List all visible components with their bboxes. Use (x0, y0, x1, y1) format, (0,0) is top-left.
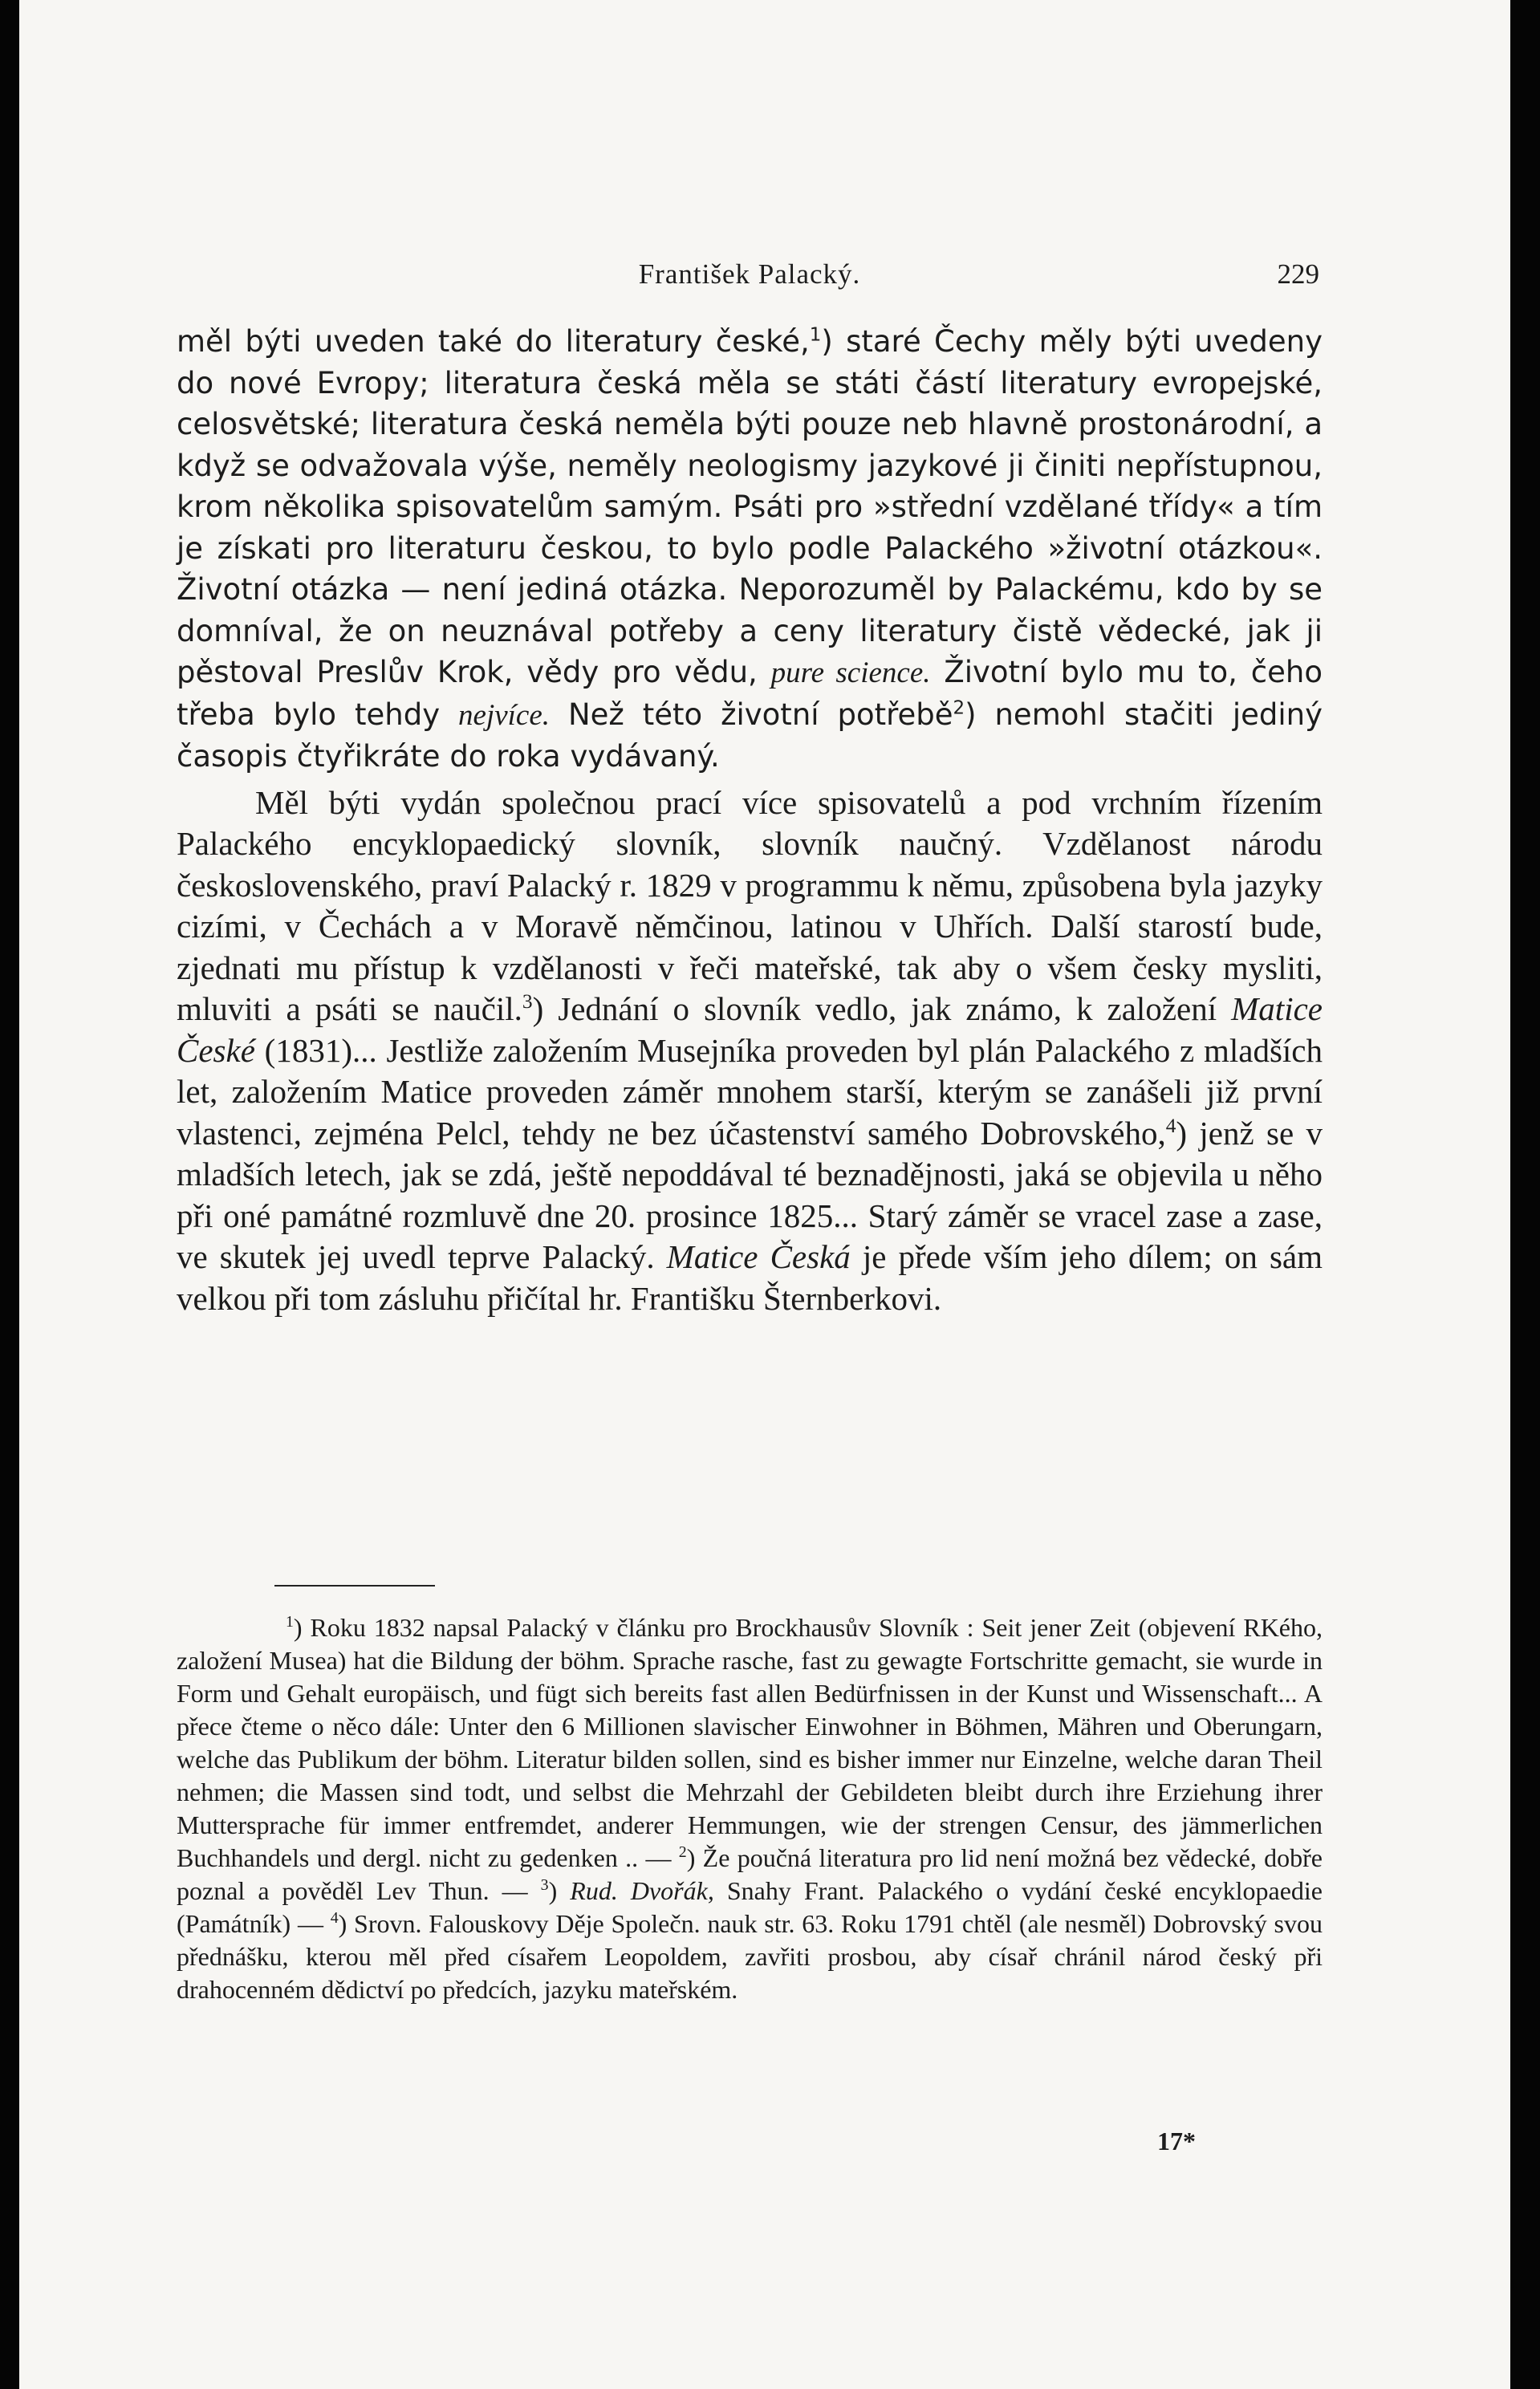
footnote-text: ) Že poučná literatura pro lid není možná bez vědecké, dobře poznal a pověděl Lev Thun. — (177, 1843, 1323, 1905)
footnote-mark: 3 (540, 1876, 549, 1895)
footnote-text: ) Roku 1832 napsal Palacký v článku pro Brockhausův Slovník : Seit jener Zeit (objevení RKého, založení Musea) hat die Bildung der böhm. Sprache rasche, fast zu gewagte Fortschritte gemacht, sie wurde in Form und Gehalt europäisch, und fügt sich bereits fast allen Bedürfnissen in der Kunst und Wissenschaft... A přece čteme o něco dále: Unter den 6 Millionen slavischer Einwohner in Böhmen, Mähren und Oberungarn, welche das Publikum der böhm. Literatur bilden sollen, sind es bisher immer nur Einzelne, welche daran Theil nehmen; die Massen sind todt, und selbst die Mehrzahl der Gebildeten bleibt durch ihre Erziehung ihrer Muttersprache für immer entfremdet, anderer Hemmungen, wie der strengen Censur, des jämmerlichen Buchhandels und dergl. nicht zu gedenken .. — (177, 1613, 1323, 1872)
footnote-text: ) (548, 1876, 571, 1905)
text-run: Životní bylo mu to, čeho třeba bylo tehdy (177, 655, 1323, 732)
italic-phrase: Matice Česká (666, 1238, 851, 1275)
footnote-text: ) Srovn. Falouskovy Děje Společn. nauk str. 63. Roku 1791 chtěl (ale nesměl) Dobrovský svou přednášku, kterou měl před císařem Leopoldem, zavřiti prosbou, aby císař chránil národ český při drahocenném dědictví po předcích, jazyku mateřském. (177, 1909, 1323, 2004)
text-run: Než této životní potřebě (550, 697, 953, 732)
footnote-mark: 2 (678, 1843, 687, 1862)
text-run: ) jenž se v mladších letech, jak se zdá, ještě nepoddával té beznadějnosti, jaká se objevila u něho při oné památné rozmluvě dne 20. prosince 1825... Starý záměr se vracel zase a zase, ve skutek jej uvedl teprve Palacký. (177, 1114, 1323, 1275)
footnote-ref-1: 1 (809, 324, 822, 346)
italic-phrase: pure science. (770, 656, 931, 689)
footnote-italic: Rud. Dvořák, (570, 1876, 714, 1905)
footnote-mark: 4 (330, 1909, 339, 1928)
footnote-ref-2: 2 (953, 697, 965, 718)
running-title: František Palacký. (638, 258, 861, 290)
footnote-ref-4: 4 (1165, 1114, 1176, 1137)
main-text (177, 321, 1323, 1319)
footnote-ref-3: 3 (522, 989, 533, 1013)
footnote-text: Snahy Frant. Palackého o vydání české encyklopaedie (Památník) — (177, 1876, 1323, 1938)
text-run: (1831)... Jestliže založením Musejníka proveden byl plán Palackého z mladších let, založením Matice proveden záměr mnohem starší, kterým se zanášeli již první vlastenci, zejména Pelcl, tehdy ne bez účastenství samého Dobrovského, (177, 1031, 1323, 1152)
footnote-block (177, 1611, 1323, 2006)
page-header (180, 258, 1319, 307)
paragraph-1 (177, 321, 1323, 778)
book-page (19, 0, 1510, 2389)
printer-signature: 17* (1157, 2127, 1196, 2155)
paragraph-2 (177, 782, 1323, 1320)
text-run: měl býti uveden také do literatury české, (177, 324, 810, 359)
footnotes (177, 1611, 1323, 2006)
footnote-divider (274, 1585, 435, 1587)
footnote-mark: 1 (286, 1613, 294, 1631)
text-run: Měl býti vydán společnou prací více spisovatelů a pod vrchním řízením Palackého encyklopaedický slovník, slovník naučný. Vzdělanost národu československého, praví Palacký r. 1829 v programmu k němu, způsobena byla jazyky cizími, v Čechách a v Moravě němčinou, latinou v Uhřích. Další starostí bude, zjednati mu přístup k vzdělanosti v řeči mateřské, tak aby o všem česky mysliti, mluviti a psáti se naučil. (177, 783, 1323, 1027)
italic-phrase: nejvíce. (458, 698, 551, 732)
italic-phrase: Matice České (177, 990, 1323, 1069)
text-run: ) Jednání o slovník vedlo, jak známo, k založení (532, 990, 1232, 1027)
text-run: ) nemohl stačiti jediný časopis čtyřikráte do roka vydávaný. (177, 697, 1323, 774)
page-number: 229 (1277, 258, 1319, 290)
text-run: ) staré Čechy měly býti uvedeny do nové Evropy; literatura česká měla se státi částí literatury evropejské, celosvětské; literatura česká neměla býti pouze neb hlavně prostonárodní, a když se odvažovala výše, neměly neologismy jazykové ji činiti nepřístupnou, krom několika spisovatelům samým. Psáti pro »střední vzdělané třídy« a tím je získati pro literaturu českou, to bylo podle Palackého »životní otázkou«. Životní otázka — není jediná otázka. Neporozuměl by Palackému, kdo by se domníval, že on neuznával potřeby a ceny literatury čistě vědecké, jak ji pěstoval Preslův Krok, vědy pro vědu, (177, 324, 1323, 689)
text-run: je přede vším jeho dílem; on sám velkou při tom zásluhu přičítal hr. Františku Šternberkovi. (177, 1238, 1323, 1317)
